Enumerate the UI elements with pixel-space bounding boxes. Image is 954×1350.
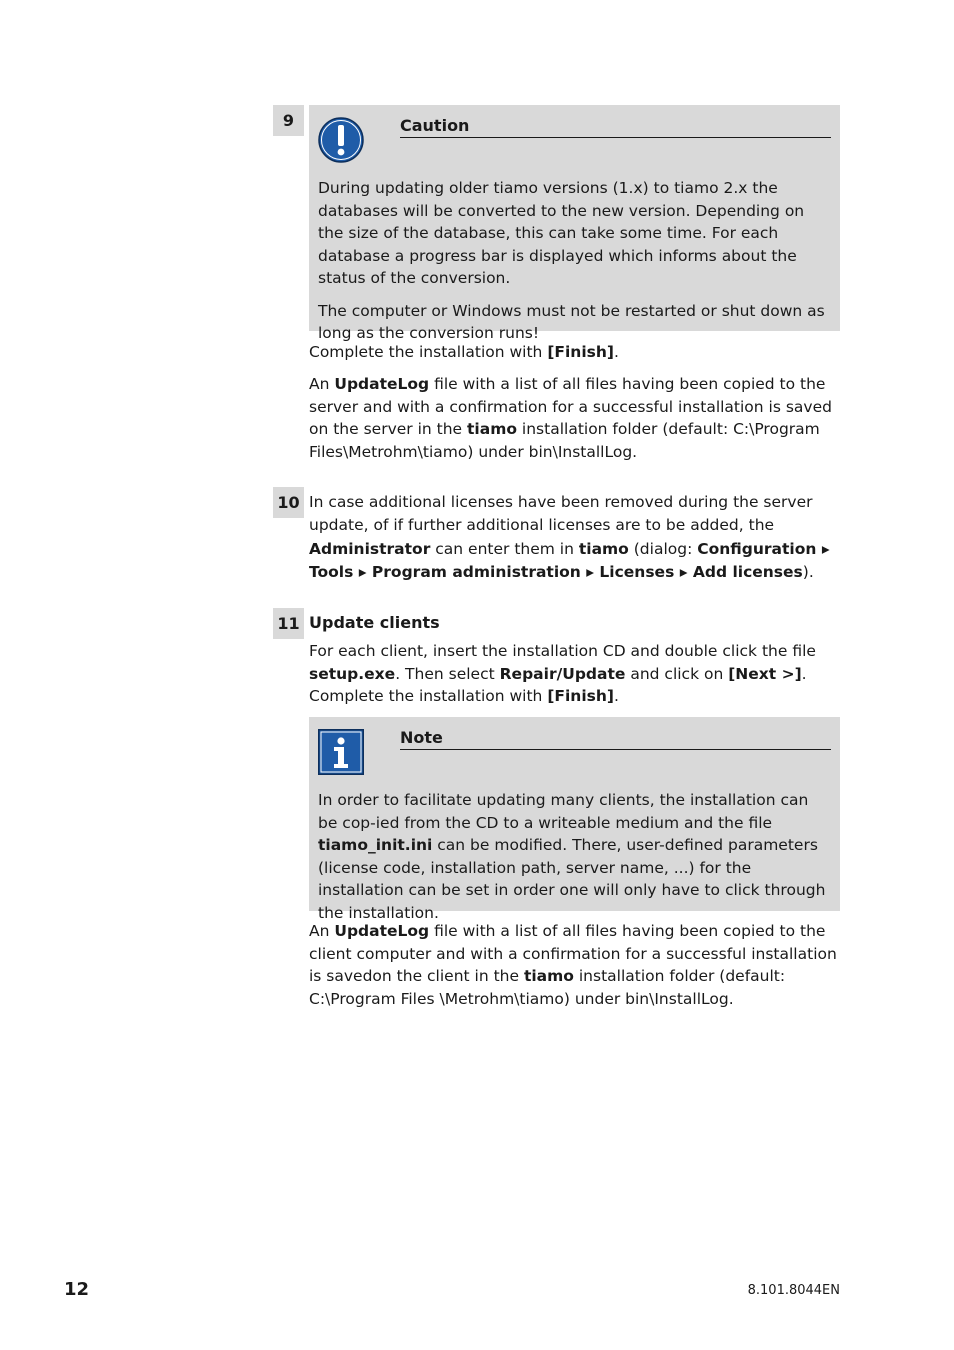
note-body: In order to facilitate updating many clients, the installation can be cop-ied from the CD to a writeable medium and the file tiamo_init.ini can be modified. There, user-defined parameters (license code, installation path, server name, ...) for the installation can be set in order one will only have to click through the installation.	[318, 791, 826, 922]
server-updatelog-paragraph: An UpdateLog file with a list of all files having been copied to the server and with a confirmation for a successful installation is saved on the server in the tiamo installation folder (default: C:\Program Files\Metrohm\tiamo) under bin\InstallLog.	[309, 375, 832, 461]
caution-box	[309, 105, 840, 342]
client-install-instruction: For each client, insert the installation CD and double click the file setup.exe. Then select Repair/Update and click on [Next >]. Complete the installation with [Finish].	[309, 642, 816, 705]
client-updatelog-paragraph: An UpdateLog file with a list of all files having been copied to the client computer and with a confirmation for a successful installation is savedon the client in the tiamo installation folder (default: C:\Program Files \Metrohm\tiamo) under bin\InstallLog.	[309, 922, 837, 1008]
caution-paragraph-2: The computer or Windows must not be restarted or shut down as long as the conversion runs!	[318, 301, 825, 342]
update-clients-title: Update clients	[309, 613, 440, 632]
step-number-9: 9	[273, 105, 304, 136]
caution-title: Caution	[400, 115, 831, 138]
document-number: 8.101.8044EN	[747, 1283, 840, 1298]
step-number-11: 11	[273, 608, 304, 639]
licenses-menu-path: Configuration ▸ Tools ▸ Program administration ▸ Licenses ▸ Add licenses	[309, 539, 830, 581]
info-icon	[318, 729, 364, 779]
licenses-paragraph: In case additional licenses have been removed during the server update, of if further additional licenses are to be added, the Administrator can enter them in tiamo (dialog: Configuration ▸ Tools ▸ Program administration ▸ Licenses ▸ Add licenses).	[309, 493, 830, 581]
ini-filename: tiamo_init.ini	[318, 836, 433, 854]
page-number: 12	[64, 1279, 90, 1300]
finish-label: [Finish]	[547, 343, 614, 361]
note-title: Note	[400, 727, 831, 750]
note-box	[309, 717, 840, 922]
finish-instruction: Complete the installation with [Finish].	[309, 343, 619, 361]
step-number-10: 10	[273, 487, 304, 518]
caution-paragraph-1: During updating older tiamo versions (1.x) to tiamo 2.x the databases will be converted to the new version. Depending on the size of the database, this can take some time. For each database a progress bar is displayed which informs about the status of the conversion.	[318, 179, 805, 287]
exclamation-icon	[318, 117, 364, 167]
caution-body	[318, 177, 831, 355]
